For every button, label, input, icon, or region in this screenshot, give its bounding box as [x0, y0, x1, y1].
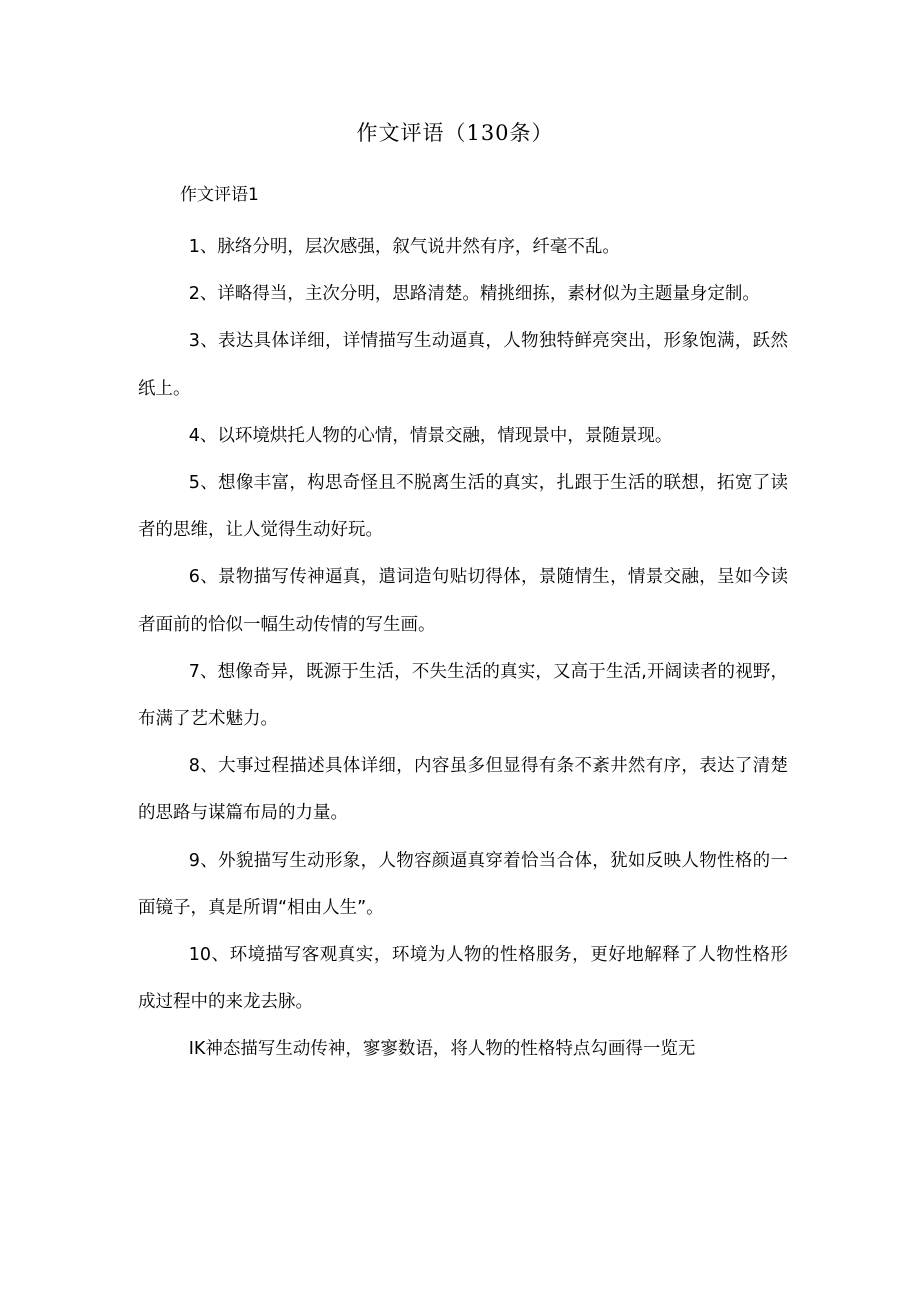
comment-paragraph-6: 6、景物描写传神逼真，遣词造句贴切得体，景随情生，情景交融，呈如今读者面前的恰似一幅生动传情的写生画。 [138, 567, 788, 635]
comment-paragraph-4: 4、以环境烘托人物的心情，情景交融，情现景中，景随景现。 [188, 425, 673, 446]
comment-paragraph-2: 2、详略得当，主次分明，思路清楚。精挑细拣，素材似为主题量身定制。 [188, 284, 760, 305]
document-body [138, 224, 788, 1074]
comment-paragraph-8: 8、大事过程描述具体详细，内容虽多但显得有条不紊井然有序，表达了清楚的思路与谋篇布局的力量。 [138, 756, 788, 824]
section-heading: 作文评语1 [180, 185, 259, 205]
comment-paragraph-11: IK神态描写生动传神，寥寥数语，将人物的性格特点勾画得一览无 [188, 1039, 696, 1060]
comment-paragraph-1: 1、脉络分明，层次感强，叙气说井然有序，纤毫不乱。 [188, 237, 620, 257]
comment-paragraph-10: 10、环境描写客观真实，环境为人物的性格服务，更好地解释了人物性格形成过程中的来龙去脉。 [138, 945, 788, 1013]
comment-paragraph-5: 5、想像丰富，构思奇怪且不脱离生活的真实，扎跟于生活的联想，拓宽了读者的思维，让人觉得生动好玩。 [138, 473, 788, 541]
comment-paragraph-9: 9、外貌描写生动形象，人物容颜逼真穿着恰当合体，犹如反映人物性格的一面镜子，真是所谓“相由人生”。 [138, 850, 788, 918]
document-title: 作文评语（130条） [356, 121, 554, 145]
comment-paragraph-3: 3、表达具体详细，详情描写生动逼真，人物独特鲜亮突出，形象饱满，跃然纸上。 [138, 331, 788, 399]
comment-paragraph-7: 7、想像奇异，既源于生活，不失生活的真实，又高于生活,开阔读者的视野，布满了艺术魅力。 [138, 661, 788, 730]
